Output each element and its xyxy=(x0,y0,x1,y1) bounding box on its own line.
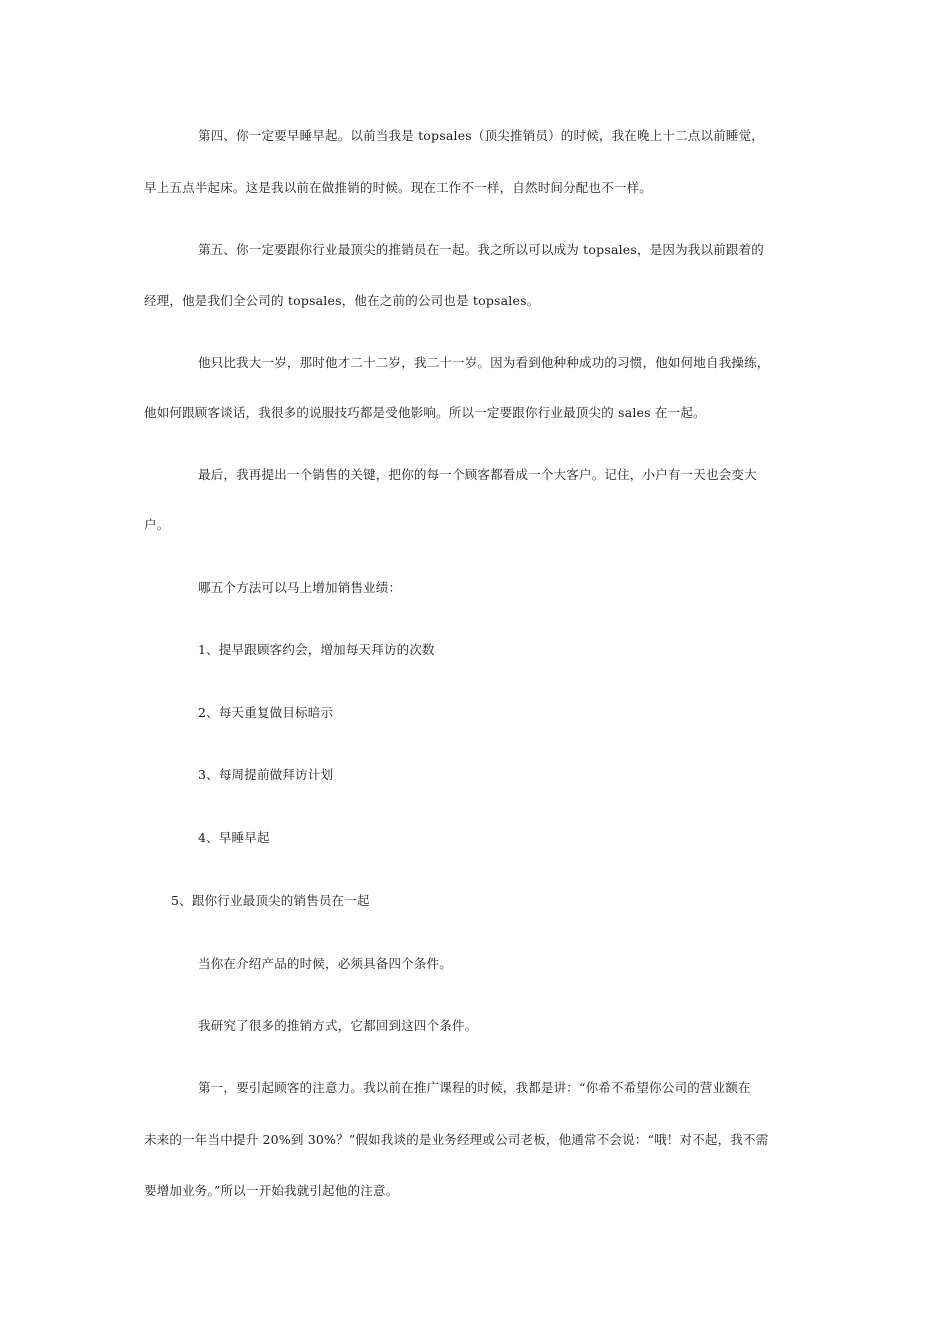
list-item-1: 1、提早跟顾客约会，增加每天拜访的次数 xyxy=(198,642,435,657)
paragraph-final-line-1: 最后，我再提出一个销售的关键，把你的每一个顾客都看成一个大客户。记住，小户有一天也会变大 xyxy=(198,467,757,482)
paragraph-first-line-3: 要增加业务。”所以一开始我就引起他的注意。 xyxy=(144,1183,399,1198)
paragraph-5-line-2: 经理，他是我们全公司的 topsales，他在之前的公司也是 topsales。 xyxy=(144,293,540,308)
list-item-5: 5、跟你行业最顶尖的销售员在一起 xyxy=(171,893,370,908)
paragraph-mentor-line-2: 他如何跟顾客谈话，我很多的说服技巧都是受他影响。所以一定要跟你行业最顶尖的 sales 在一起。 xyxy=(144,405,706,420)
paragraph-5-line-1: 第五、你一定要跟你行业最顶尖的推销员在一起。我之所以可以成为 topsales，是因为我以前跟着的 xyxy=(198,242,765,257)
paragraph-conditions: 当你在介绍产品的时候，必须具备四个条件。 xyxy=(198,956,453,971)
paragraph-mentor-line-1: 他只比我大一岁，那时他才二十二岁，我二十一岁。因为看到他种种成功的习惯，他如何地自我操练， xyxy=(198,355,770,370)
list-item-2: 2、每天重复做目标暗示 xyxy=(198,705,334,720)
list-item-3: 3、每周提前做拜访计划 xyxy=(198,767,334,782)
paragraph-4-line-1: 第四、你一定要早睡早起。以前当我是 topsales（顶尖推销员）的时候，我在晚上十二点以前睡觉， xyxy=(198,128,765,143)
paragraph-final-line-2: 户。 xyxy=(144,517,170,532)
list-heading: 哪五个方法可以马上增加销售业绩： xyxy=(198,580,402,595)
paragraph-first-line-2: 未来的一年当中提升 20%到 30%？”假如我谈的是业务经理或公司老板，他通常不会说：“哦！对不起，我不需 xyxy=(144,1132,769,1147)
list-item-4: 4、早睡早起 xyxy=(198,830,270,845)
paragraph-first-line-1: 第一，要引起顾客的注意力。我以前在推广课程的时候，我都是讲：“你希不希望你公司的营业额在 xyxy=(198,1080,751,1095)
paragraph-4-line-2: 早上五点半起床。这是我以前在做推销的时候。现在工作不一样，自然时间分配也不一样。 xyxy=(144,180,653,195)
paragraph-research: 我研究了很多的推销方式，它都回到这四个条件。 xyxy=(198,1018,478,1033)
